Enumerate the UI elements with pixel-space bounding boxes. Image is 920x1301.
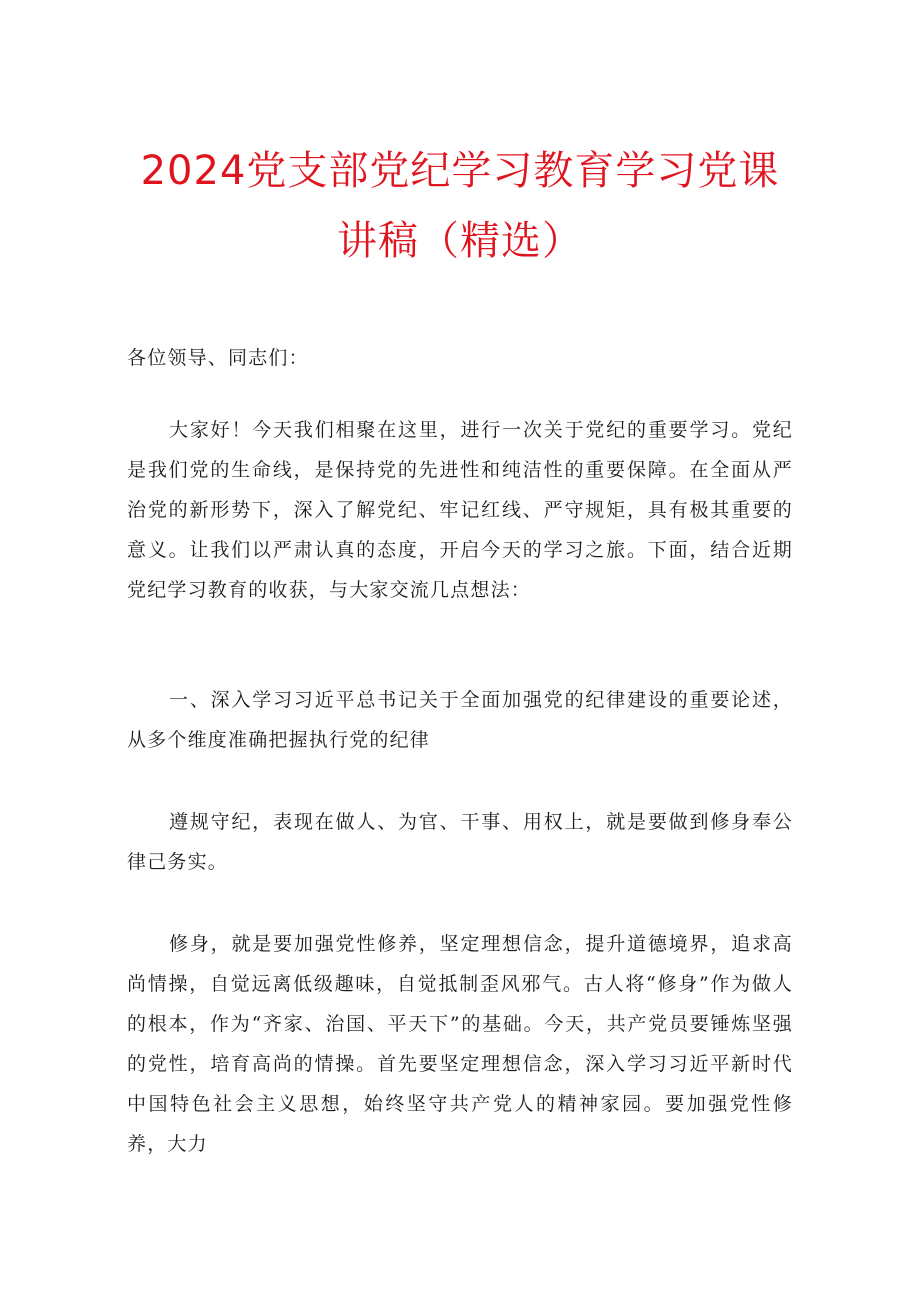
document-title-line-2: 讲稿（精选） [337, 218, 583, 264]
paragraph-intro: 大家好！今天我们相聚在这里，进行一次关于党纪的重要学习。党纪是我们党的生命线，是保持党的先进性和纯洁性的重要保障。在全面从严治党的新形势下，深入了解党纪、牢记红线、严守规矩，具有极其重要的意义。让我们以严肃认真的态度，开启今天的学习之旅。下面，结合近期党纪学习教育的收获，与大家交流几点想法： [127, 419, 793, 601]
section-heading-1: 一、深入学习习近平总书记关于全面加强党的纪律建设的重要论述，从多个维度准确把握执行党的纪律 [127, 689, 793, 751]
paragraph-self-cultivation: 修身，就是要加强党性修养，坚定理想信念，提升道德境界，追求高尚情操，自觉远离低级趣味，自觉抵制歪风邪气。古人将“修身”作为做人的根本，作为“齐家、治国、平天下”的基础。今天，共产党员要锤炼坚强的党性，培育高尚的情操。首先要坚定理想信念，深入学习习近平新时代中国特色社会主义思想，始终坚守共产党人的精神家园。要加强党性修养，大力 [127, 933, 793, 1155]
greeting: 各位领导、同志们： [127, 347, 309, 369]
document-title-line-1: 2024党支部党纪学习教育学习党课 [140, 148, 780, 194]
paragraph-discipline: 遵规守纪，表现在做人、为官、干事、用权上，就是要做到修身奉公律己务实。 [127, 811, 793, 873]
